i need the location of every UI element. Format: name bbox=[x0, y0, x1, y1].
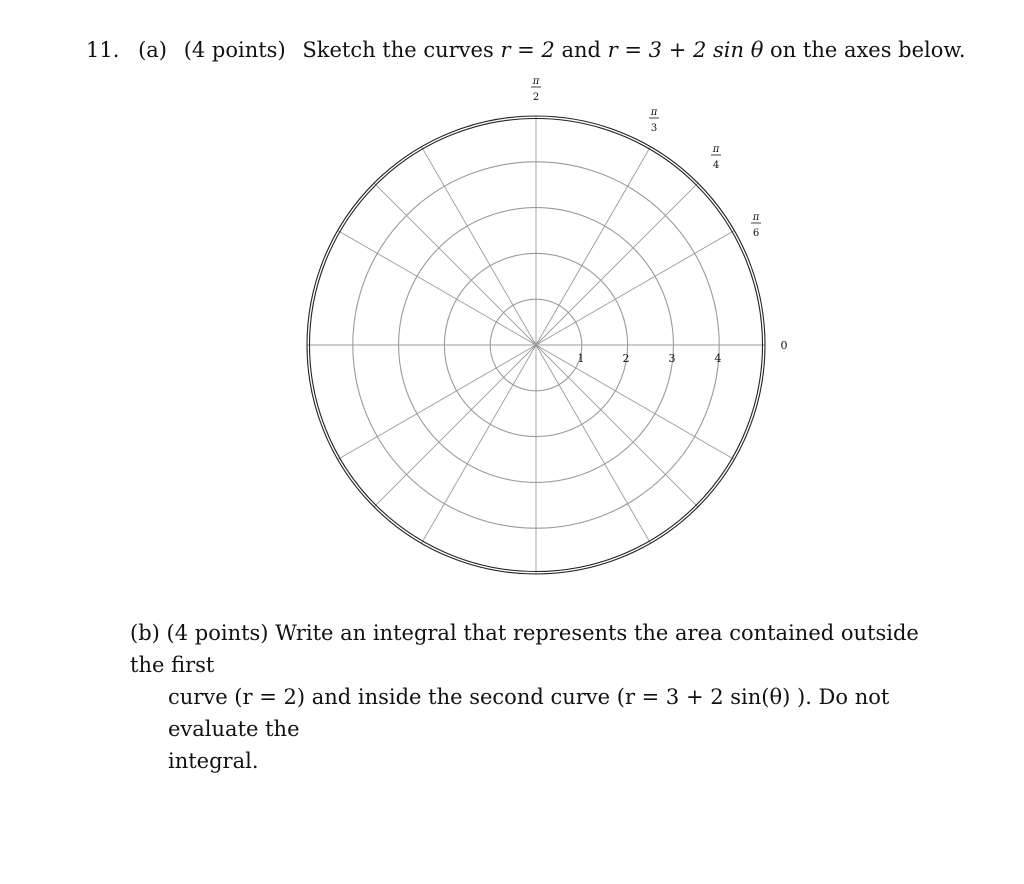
part-a-label: (a) bbox=[138, 38, 167, 62]
angle-label-pi-over-2-num: π bbox=[532, 76, 540, 87]
part-a-text-after: on the axes below. bbox=[770, 38, 966, 62]
spoke-45-deg bbox=[536, 183, 698, 345]
spoke-330-deg bbox=[536, 345, 734, 460]
question-number: 11. bbox=[86, 38, 120, 62]
part-a-points: (4 points) bbox=[183, 38, 286, 62]
angle-label-pi-over-4 bbox=[711, 144, 721, 171]
curve-1-equation: r = 2 bbox=[500, 38, 555, 62]
spoke-135-deg bbox=[374, 183, 536, 345]
radial-tick-3: 3 bbox=[668, 352, 676, 365]
part-b-prompt bbox=[130, 617, 930, 777]
radial-tick-1: 1 bbox=[577, 352, 585, 365]
spoke-210-deg bbox=[338, 345, 536, 460]
angle-label-pi-over-6-num: π bbox=[752, 212, 760, 223]
angle-label-0: 0 bbox=[780, 339, 788, 352]
polar-axes bbox=[290, 70, 790, 580]
spoke-30-deg bbox=[536, 231, 734, 346]
radial-tick-4: 4 bbox=[714, 352, 722, 365]
curve-2-equation: r = 3 + 2 sin θ bbox=[607, 38, 764, 62]
angle-label-pi-over-3 bbox=[649, 107, 659, 134]
spoke-300-deg bbox=[536, 345, 651, 543]
angle-label-pi-over-4-num: π bbox=[712, 144, 720, 155]
radial-tick-2: 2 bbox=[622, 352, 630, 365]
part-b-line-1 bbox=[130, 617, 930, 681]
part-b-points: (4 points) bbox=[166, 621, 269, 645]
spoke-150-deg bbox=[338, 231, 536, 346]
angle-label-pi-over-6 bbox=[751, 212, 761, 239]
angle-label-pi-over-6-den: 6 bbox=[752, 228, 760, 239]
spoke-315-deg bbox=[536, 345, 698, 507]
part-b-text-1: Write an integral that represents the area contained outside the first bbox=[130, 621, 919, 677]
spoke-240-deg bbox=[422, 345, 537, 543]
angle-label-pi-over-2-den: 2 bbox=[532, 92, 540, 103]
spoke-225-deg bbox=[374, 345, 536, 507]
part-a-connector: and bbox=[561, 38, 601, 62]
angle-label-pi-over-4-den: 4 bbox=[712, 160, 720, 171]
part-a-prompt bbox=[86, 38, 966, 62]
angle-label-pi-over-2 bbox=[531, 76, 541, 103]
angle-label-pi-over-3-num: π bbox=[650, 107, 658, 118]
part-b-label: (b) bbox=[130, 621, 160, 645]
spoke-60-deg bbox=[536, 147, 651, 345]
part-b-line-3: integral. bbox=[168, 749, 259, 773]
spoke-120-deg bbox=[422, 147, 537, 345]
part-b-line-2: curve (r = 2) and inside the second curve (r = 3 + 2 sin(θ) ). Do not evaluate the bbox=[168, 685, 890, 741]
angle-label-pi-over-3-den: 3 bbox=[650, 123, 658, 134]
part-a-text-before: Sketch the curves bbox=[302, 38, 494, 62]
